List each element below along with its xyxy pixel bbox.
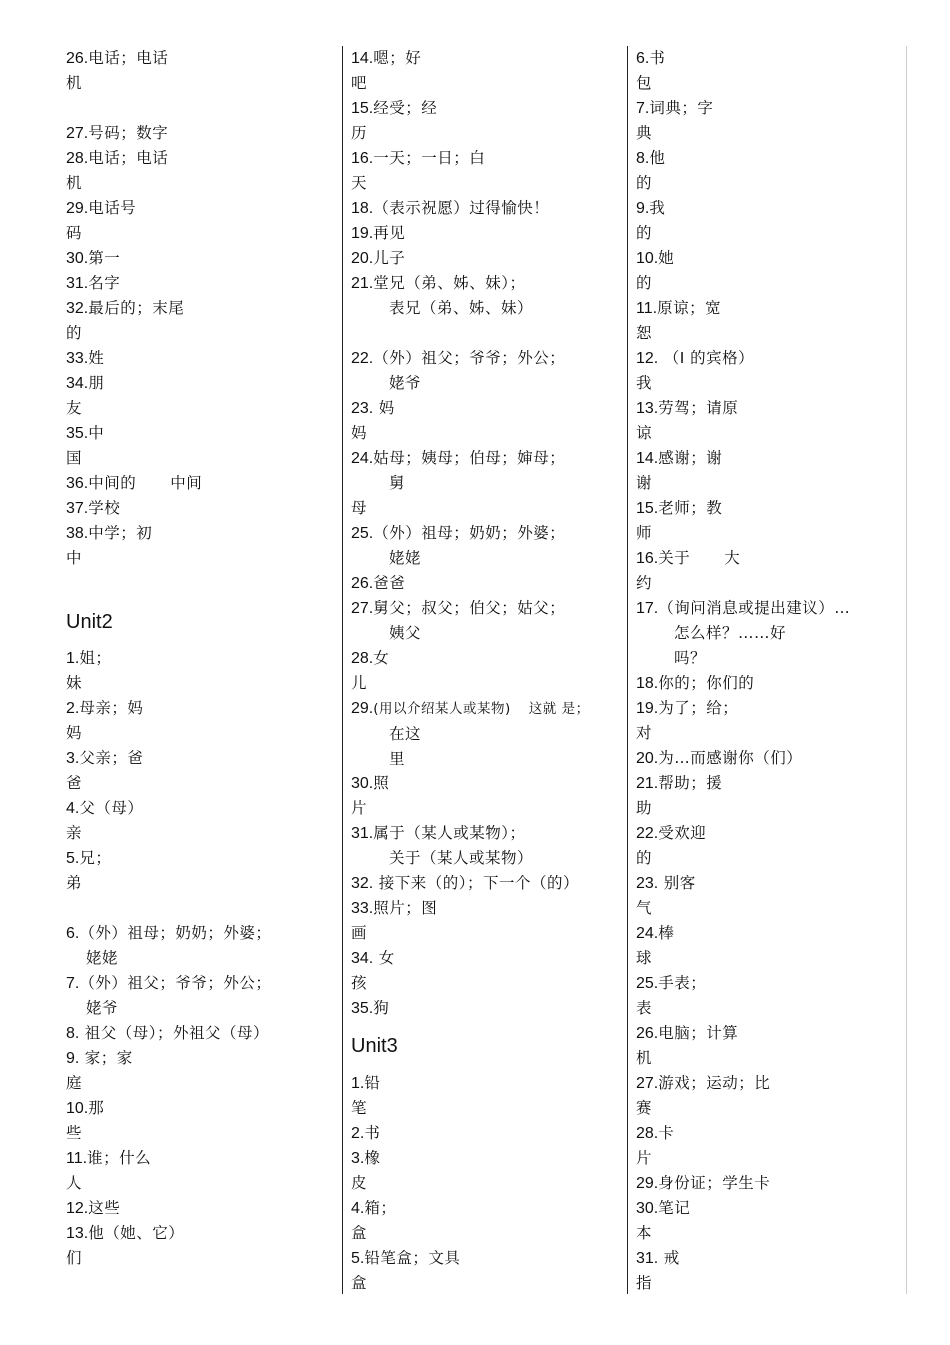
list-item: 28.女 儿 [351,649,390,692]
list-item: 11.谁；什么 人 [66,1149,152,1192]
list-item: 29.电话号 码 [66,199,137,242]
unit-heading: Unit3 [351,1035,398,1057]
list-item: 8.他 的 [636,149,666,192]
column-2 [351,46,625,1294]
list-item: 19.再见 [351,224,406,242]
list-item: 28.卡 片 [636,1124,675,1167]
list-item: 38.中学；初 中 [66,524,153,567]
list-item: 28.电话；电话 机 [66,149,169,192]
unit-heading: Unit2 [66,611,113,633]
list-item: 13.他（她、它） 们 [66,1224,185,1267]
list-item: 8. 祖父（母）；外祖父（母） [66,1024,270,1042]
list-item: 30.第一 [66,249,121,267]
list-item: 32. 接下来（的）；下一个（的） [351,874,579,892]
list-item: 19.为了；给； 对 [636,699,739,742]
list-item: 37.学校 [66,499,121,517]
list-item: 16.一天；一日；白 天 [351,149,486,192]
list-item: 29.(用以介绍某人或某物) 这就 是； 在这 里 [351,700,590,768]
list-item: 18.你的；你们的 [636,674,755,692]
list-item: 24.棒 球 [636,924,675,967]
list-item: 9.我 的 [636,199,666,242]
list-item: 21.堂兄（弟、姊、妹）； 表兄（弟、姊、妹） [351,274,534,317]
list-item: 35.中 国 [66,424,105,467]
list-item: 1.铅 笔 [351,1074,381,1117]
list-item: 14.嗯；好 吧 [351,49,422,92]
list-item: 25.手表； 表 [636,974,707,1017]
column-divider [906,46,907,1294]
list-item: 26.爸爸 [351,574,406,592]
list-item: 30.笔记 本 [636,1199,691,1242]
list-item: 12. （I 的宾格） 我 [636,349,755,392]
list-item: 26.电脑；计算 机 [636,1024,739,1067]
list-item: 1.姐； 妹 [66,649,112,692]
list-item: 22.（外）祖父；爷爷；外公； 姥爷 [351,349,566,392]
list-item: 27.号码；数字 [66,124,169,142]
column-3 [636,46,898,1294]
list-item: 7.（外）祖父；爷爷；外公； 姥爷 [66,974,272,1017]
list-item: 10.那 些 [66,1099,105,1142]
list-item: 5.兄； 弟 [66,849,112,892]
list-item: 35.狗 [351,999,390,1017]
list-item: 15.老师；教 师 [636,499,723,542]
list-item: 20.儿子 [351,249,406,267]
list-item: 3.父亲；爸 爸 [66,749,144,792]
list-item: 20.为…而感谢你（们） [636,749,803,767]
list-item: 4.箱； 盒 [351,1199,397,1242]
column-divider [342,46,343,1294]
list-item: 18.（表示祝愿）过得愉快！ [351,199,550,217]
list-item: 12.这些 [66,1199,121,1217]
list-item: 21.帮助；援 助 [636,774,723,817]
list-item: 31.属于（某人或某物）； 关于（某人或某物） [351,824,534,867]
list-item: 17.（询问消息或提出建议）… 怎么样？……好 吗？ [636,599,851,667]
list-item: 9. 家；家 庭 [66,1049,133,1092]
list-item: 33.姓 [66,349,105,367]
list-item: 33.照片；图 画 [351,899,438,942]
list-item: 2.母亲；妈 妈 [66,699,144,742]
list-item: 34.朋 友 [66,374,105,417]
list-item: 23. 别客 气 [636,874,696,917]
list-item: 36.中间的 中间 [66,474,203,492]
list-item: 30.照 片 [351,774,390,817]
list-item: 5.铅笔盒；文具 盒 [351,1249,461,1292]
list-item: 32.最后的；末尾 的 [66,299,185,342]
list-item: 15.经受；经 历 [351,99,438,142]
list-item: 13.劳驾；请原 谅 [636,399,739,442]
list-item: 27.游戏；运动；比 赛 [636,1074,771,1117]
list-item: 10.她 的 [636,249,675,292]
list-item: 14.感谢；谢 谢 [636,449,723,492]
list-item: 2.书 [351,1124,381,1142]
list-item: 31.名字 [66,274,121,292]
list-item: 6.书 包 [636,49,666,92]
list-item: 7.词典；字 典 [636,99,714,142]
list-item: 27.舅父；叔父；伯父；姑父； 姨父 [351,599,566,642]
column-1 [66,46,336,1294]
list-item: 11.原谅；宽 恕 [636,299,722,342]
list-item: 6.（外）祖母；奶奶；外婆； 姥姥 [66,924,272,967]
list-item: 34. 女 孩 [351,949,395,992]
list-item: 16.关于 大 约 [636,549,741,592]
column-divider [627,46,628,1294]
list-item: 29.身份证；学生卡 [636,1174,771,1192]
list-item: 24.姑母；姨母；伯母；婶母； 舅 母 [351,449,566,517]
list-item: 3.橡 皮 [351,1149,381,1192]
list-item: 4.父（母） 亲 [66,799,144,842]
list-item: 25.（外）祖母；奶奶；外婆； 姥姥 [351,524,566,567]
list-item: 23. 妈 妈 [351,399,395,442]
list-item: 22.受欢迎 的 [636,824,707,867]
list-item: 31. 戒 指 [636,1249,680,1292]
list-item: 26.电话；电话 机 [66,49,169,92]
